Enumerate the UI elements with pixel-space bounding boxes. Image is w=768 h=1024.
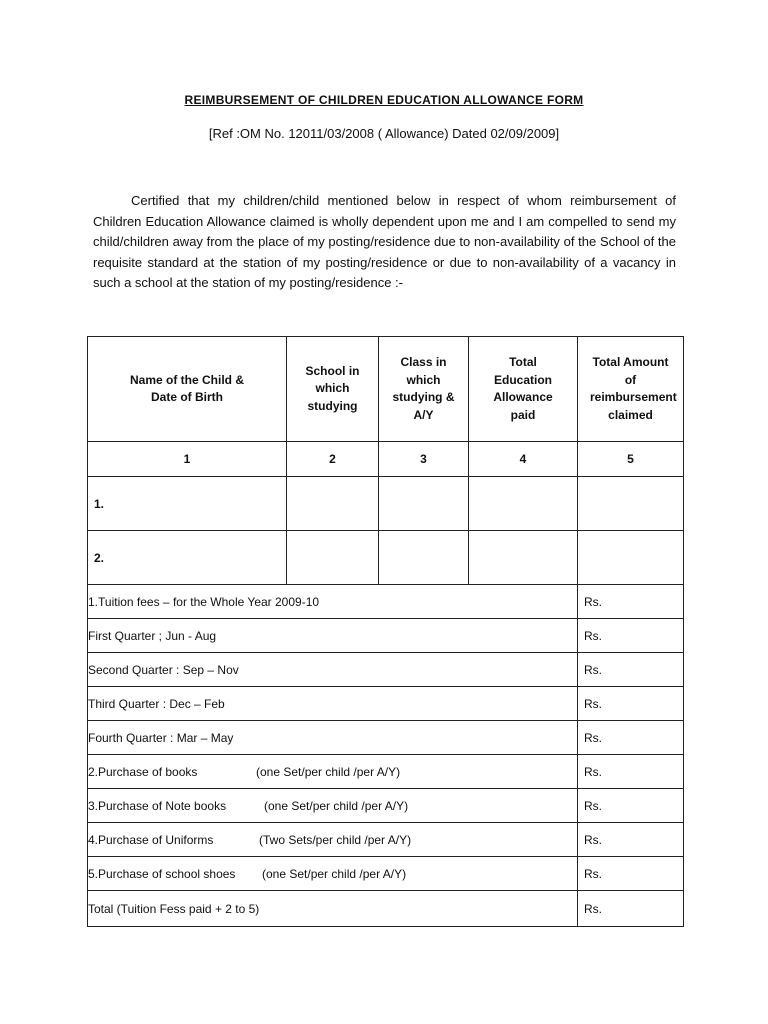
table-header-row xyxy=(88,337,684,442)
child-number: 2. xyxy=(88,531,287,585)
class-cell[interactable] xyxy=(379,477,469,531)
fee-amount[interactable]: Rs. xyxy=(578,789,684,823)
class-cell[interactable] xyxy=(379,531,469,585)
fee-item: Third Quarter : Dec – Feb xyxy=(88,687,578,721)
form-title: REIMBURSEMENT OF CHILDREN EDUCATION ALLOWANCE FORM xyxy=(184,93,584,107)
fee-row xyxy=(88,687,684,721)
fee-item: 3.Purchase of Note books (one Set/per child /per A/Y) xyxy=(88,789,578,823)
fee-note: (one Set/per child /per A/Y) xyxy=(262,866,407,881)
fee-item: Fourth Quarter : Mar – May xyxy=(88,721,578,755)
fee-row xyxy=(88,721,684,755)
fee-note: (Two Sets/per child /per A/Y) xyxy=(259,832,412,847)
fee-amount[interactable]: Rs. xyxy=(578,755,684,789)
reference-line: [Ref :OM No. 12011/03/2008 ( Allowance) Dated 02/09/2009] xyxy=(208,126,560,141)
reimbursement-cell[interactable] xyxy=(578,477,684,531)
fee-amount[interactable]: Rs. xyxy=(578,585,684,619)
header-child-name: Name of the Child & Date of Birth xyxy=(88,337,287,442)
column-number: 4 xyxy=(469,442,578,477)
fee-row xyxy=(88,823,684,857)
fee-row xyxy=(88,857,684,891)
header-class: Class in which studying & A/Y xyxy=(379,337,469,442)
column-number: 3 xyxy=(379,442,469,477)
fee-total-amount[interactable]: Rs. xyxy=(578,891,684,927)
school-cell[interactable] xyxy=(287,477,379,531)
fee-amount[interactable]: Rs. xyxy=(578,653,684,687)
header-allowance-paid: Total Education Allowance paid xyxy=(469,337,578,442)
column-number: 1 xyxy=(88,442,287,477)
allowance-table xyxy=(87,336,684,927)
reimbursement-cell[interactable] xyxy=(578,531,684,585)
header-reimbursement-claimed: Total Amount of reimbursement claimed xyxy=(578,337,684,442)
fee-item: 2.Purchase of books (one Set/per child /per A/Y) xyxy=(88,755,578,789)
fee-note: (one Set/per child /per A/Y) xyxy=(256,764,401,779)
fee-note: (one Set/per child /per A/Y) xyxy=(264,798,409,813)
fee-amount[interactable]: Rs. xyxy=(578,857,684,891)
fee-row xyxy=(88,585,684,619)
fee-amount[interactable]: Rs. xyxy=(578,823,684,857)
fee-amount[interactable]: Rs. xyxy=(578,619,684,653)
header-school: School in which studying xyxy=(287,337,379,442)
column-number-row xyxy=(88,442,684,477)
fee-item: First Quarter ; Jun - Aug xyxy=(88,619,578,653)
fee-item: Second Quarter : Sep – Nov xyxy=(88,653,578,687)
school-cell[interactable] xyxy=(287,531,379,585)
fee-row xyxy=(88,789,684,823)
fee-amount[interactable]: Rs. xyxy=(578,721,684,755)
fee-total-row xyxy=(88,891,684,927)
certification-paragraph: Certified that my children/child mentioned below in respect of whom reimbursement of Children Education Allowance claimed is wholly dependent upon me and I am compelled to send my child/children away from the place of my posting/residence due to non-availability of the School of the requisite standard at the station of my posting/residence or due to non-availability of a vacancy in such a school at the station of my posting/residence :- xyxy=(93,193,676,290)
fee-row xyxy=(88,619,684,653)
fee-total-label: Total (Tuition Fess paid + 2 to 5) xyxy=(88,891,578,927)
fee-row xyxy=(88,755,684,789)
column-number: 5 xyxy=(578,442,684,477)
allowance-paid-cell[interactable] xyxy=(469,477,578,531)
fee-row xyxy=(88,653,684,687)
fee-item: 4.Purchase of Uniforms (Two Sets/per child /per A/Y) xyxy=(88,823,578,857)
child-number: 1. xyxy=(88,477,287,531)
child-row xyxy=(88,531,684,585)
child-row xyxy=(88,477,684,531)
allowance-paid-cell[interactable] xyxy=(469,531,578,585)
column-number: 2 xyxy=(287,442,379,477)
fee-item: 1.Tuition fees – for the Whole Year 2009-10 xyxy=(88,585,578,619)
fee-amount[interactable]: Rs. xyxy=(578,687,684,721)
fee-item: 5.Purchase of school shoes (one Set/per child /per A/Y) xyxy=(88,857,578,891)
